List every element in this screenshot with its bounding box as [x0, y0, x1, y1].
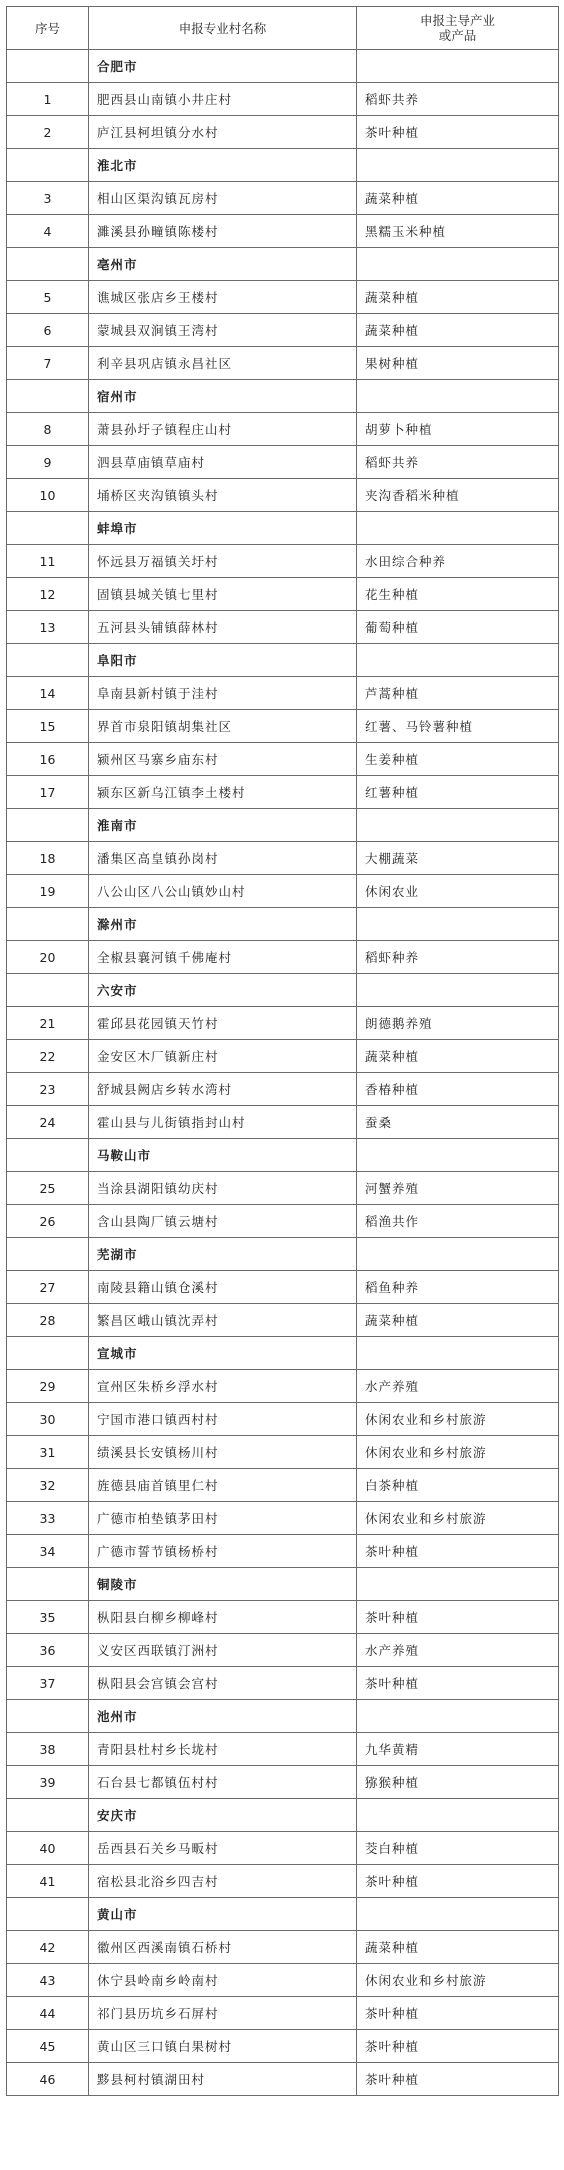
- village-name: 霍山县与儿街镇指封山村: [89, 1106, 357, 1139]
- industry-name: 红薯、马铃薯种植: [357, 710, 559, 743]
- city-row-blank-cell: [7, 1799, 89, 1832]
- village-list-table: [6, 6, 559, 2096]
- industry-name: 茶叶种植: [357, 1865, 559, 1898]
- industry-name: 茶叶种植: [357, 2063, 559, 2096]
- city-row-blank-cell: [357, 908, 559, 941]
- city-row-blank-cell: [357, 1337, 559, 1370]
- industry-name: 黑糯玉米种植: [357, 215, 559, 248]
- row-number: 13: [7, 611, 89, 644]
- village-name: 相山区渠沟镇瓦房村: [89, 182, 357, 215]
- village-name: 枞阳县白柳乡柳峰村: [89, 1601, 357, 1634]
- industry-name: 水产养殖: [357, 1634, 559, 1667]
- industry-name: 河蟹养殖: [357, 1172, 559, 1205]
- industry-name: 葡萄种植: [357, 611, 559, 644]
- city-row-blank-cell: [7, 1337, 89, 1370]
- row-number: 40: [7, 1832, 89, 1865]
- village-name: 八公山区八公山镇妙山村: [89, 875, 357, 908]
- industry-name: 休闲农业: [357, 875, 559, 908]
- city-row-blank-cell: [7, 809, 89, 842]
- city-row-blank-cell: [357, 50, 559, 83]
- row-number: 11: [7, 545, 89, 578]
- table-row: [7, 1370, 559, 1403]
- row-number: 15: [7, 710, 89, 743]
- city-row-blank-cell: [357, 1139, 559, 1172]
- city-row-blank-cell: [7, 1898, 89, 1931]
- village-name: 阜南县新村镇于洼村: [89, 677, 357, 710]
- village-name: 霍邱县花园镇天竹村: [89, 1007, 357, 1040]
- village-name: 萧县孙圩子镇程庄山村: [89, 413, 357, 446]
- table-row: [7, 842, 559, 875]
- village-name: 颍州区马寨乡庙东村: [89, 743, 357, 776]
- industry-name: 夹沟香稻米种植: [357, 479, 559, 512]
- city-name: 马鞍山市: [89, 1139, 357, 1172]
- industry-name: 稻鱼种养: [357, 1271, 559, 1304]
- row-number: 45: [7, 2030, 89, 2063]
- city-name: 蚌埠市: [89, 512, 357, 545]
- city-row-blank-cell: [357, 1700, 559, 1733]
- city-row-blank-cell: [7, 1139, 89, 1172]
- row-number: 32: [7, 1469, 89, 1502]
- city-row-blank-cell: [357, 248, 559, 281]
- village-name: 广德市柏垫镇茅田村: [89, 1502, 357, 1535]
- industry-name: 生姜种植: [357, 743, 559, 776]
- table-row: [7, 2030, 559, 2063]
- industry-name: 红薯种植: [357, 776, 559, 809]
- table-row: [7, 545, 559, 578]
- industry-name: 蔬菜种植: [357, 182, 559, 215]
- table-row: [7, 1964, 559, 1997]
- row-number: 1: [7, 83, 89, 116]
- city-row-blank-cell: [357, 1238, 559, 1271]
- city-name: 宣城市: [89, 1337, 357, 1370]
- table-row: [7, 875, 559, 908]
- city-row-blank-cell: [7, 908, 89, 941]
- village-name: 黄山区三口镇白果树村: [89, 2030, 357, 2063]
- city-name: 合肥市: [89, 50, 357, 83]
- table-row: [7, 1601, 559, 1634]
- village-name: 南陵县籍山镇仓溪村: [89, 1271, 357, 1304]
- industry-name: 茶叶种植: [357, 1667, 559, 1700]
- city-row-blank-cell: [7, 380, 89, 413]
- table-row: [7, 1733, 559, 1766]
- industry-name: 稻虾共养: [357, 83, 559, 116]
- city-group-row: [7, 248, 559, 281]
- row-number: 3: [7, 182, 89, 215]
- table-row: [7, 1271, 559, 1304]
- industry-name: 茶叶种植: [357, 1997, 559, 2030]
- industry-name: 香椿种植: [357, 1073, 559, 1106]
- village-name: 宿松县北浴乡四吉村: [89, 1865, 357, 1898]
- city-name: 宿州市: [89, 380, 357, 413]
- row-number: 46: [7, 2063, 89, 2096]
- table-row: [7, 1172, 559, 1205]
- table-row: [7, 1931, 559, 1964]
- industry-name: 蔬菜种植: [357, 1304, 559, 1337]
- industry-name: 果树种植: [357, 347, 559, 380]
- city-row-blank-cell: [7, 50, 89, 83]
- city-group-row: [7, 380, 559, 413]
- table-row: [7, 677, 559, 710]
- village-name: 祁门县历坑乡石屏村: [89, 1997, 357, 2030]
- village-name: 埇桥区夹沟镇镇头村: [89, 479, 357, 512]
- row-number: 41: [7, 1865, 89, 1898]
- row-number: 17: [7, 776, 89, 809]
- city-group-row: [7, 1700, 559, 1733]
- industry-name: 白茶种植: [357, 1469, 559, 1502]
- table-row: [7, 116, 559, 149]
- row-number: 31: [7, 1436, 89, 1469]
- table-row: [7, 1634, 559, 1667]
- village-name: 青阳县杜村乡长垅村: [89, 1733, 357, 1766]
- village-name: 旌德县庙首镇里仁村: [89, 1469, 357, 1502]
- row-number: 9: [7, 446, 89, 479]
- row-number: 28: [7, 1304, 89, 1337]
- table-row: [7, 578, 559, 611]
- industry-name: 大棚蔬菜: [357, 842, 559, 875]
- village-name: 宁国市港口镇西村村: [89, 1403, 357, 1436]
- row-number: 37: [7, 1667, 89, 1700]
- row-number: 34: [7, 1535, 89, 1568]
- table-row: [7, 446, 559, 479]
- row-number: 30: [7, 1403, 89, 1436]
- city-group-row: [7, 50, 559, 83]
- city-row-blank-cell: [7, 512, 89, 545]
- city-group-row: [7, 908, 559, 941]
- row-number: 33: [7, 1502, 89, 1535]
- table-row: [7, 611, 559, 644]
- village-name: 怀远县万福镇关圩村: [89, 545, 357, 578]
- village-name: 枞阳县会宫镇会宫村: [89, 1667, 357, 1700]
- table-row: [7, 1073, 559, 1106]
- city-row-blank-cell: [357, 512, 559, 545]
- industry-name: 蔬菜种植: [357, 281, 559, 314]
- industry-name: 蔬菜种植: [357, 1040, 559, 1073]
- city-group-row: [7, 1238, 559, 1271]
- city-group-row: [7, 512, 559, 545]
- city-row-blank-cell: [7, 248, 89, 281]
- header-industry-line1: 申报主导产业: [419, 13, 495, 28]
- table-row: [7, 1469, 559, 1502]
- village-name: 潘集区高皇镇孙岗村: [89, 842, 357, 875]
- row-number: 20: [7, 941, 89, 974]
- table-header-row: [7, 7, 559, 50]
- table-row: [7, 1832, 559, 1865]
- city-row-blank-cell: [7, 1238, 89, 1271]
- row-number: 18: [7, 842, 89, 875]
- city-row-blank-cell: [7, 1568, 89, 1601]
- table-row: [7, 347, 559, 380]
- village-name: 含山县陶厂镇云塘村: [89, 1205, 357, 1238]
- city-row-blank-cell: [7, 1700, 89, 1733]
- village-name: 五河县头铺镇薛林村: [89, 611, 357, 644]
- table-row: [7, 314, 559, 347]
- city-group-row: [7, 1898, 559, 1931]
- industry-name: 茶叶种植: [357, 2030, 559, 2063]
- row-number: 24: [7, 1106, 89, 1139]
- row-number: 6: [7, 314, 89, 347]
- row-number: 23: [7, 1073, 89, 1106]
- industry-name: 茭白种植: [357, 1832, 559, 1865]
- village-name: 固镇县城关镇七里村: [89, 578, 357, 611]
- table-row: [7, 1436, 559, 1469]
- city-group-row: [7, 1139, 559, 1172]
- city-name: 淮北市: [89, 149, 357, 182]
- city-group-row: [7, 974, 559, 1007]
- city-row-blank-cell: [357, 809, 559, 842]
- row-number: 43: [7, 1964, 89, 1997]
- village-name: 宣州区朱桥乡浮水村: [89, 1370, 357, 1403]
- industry-name: 休闲农业和乡村旅游: [357, 1403, 559, 1436]
- row-number: 12: [7, 578, 89, 611]
- table-row: [7, 1667, 559, 1700]
- village-name: 濉溪县孙疃镇陈楼村: [89, 215, 357, 248]
- table-row: [7, 776, 559, 809]
- industry-name: 九华黄精: [357, 1733, 559, 1766]
- city-row-blank-cell: [357, 1799, 559, 1832]
- city-name: 安庆市: [89, 1799, 357, 1832]
- industry-name: 猕猴种植: [357, 1766, 559, 1799]
- city-row-blank-cell: [357, 1568, 559, 1601]
- row-number: 35: [7, 1601, 89, 1634]
- village-name: 金安区木厂镇新庄村: [89, 1040, 357, 1073]
- village-name: 绩溪县长安镇杨川村: [89, 1436, 357, 1469]
- table-row: [7, 1997, 559, 2030]
- city-row-blank-cell: [357, 644, 559, 677]
- header-village-name: 申报专业村名称: [89, 7, 357, 50]
- table-row: [7, 1007, 559, 1040]
- industry-name: 茶叶种植: [357, 116, 559, 149]
- city-name: 芜湖市: [89, 1238, 357, 1271]
- village-name: 广德市誓节镇杨桥村: [89, 1535, 357, 1568]
- village-name: 徽州区西溪南镇石桥村: [89, 1931, 357, 1964]
- table-row: [7, 941, 559, 974]
- village-name: 当涂县湖阳镇幼庆村: [89, 1172, 357, 1205]
- city-name: 铜陵市: [89, 1568, 357, 1601]
- village-name: 岳西县石关乡马畈村: [89, 1832, 357, 1865]
- industry-name: 茶叶种植: [357, 1535, 559, 1568]
- row-number: 7: [7, 347, 89, 380]
- city-row-blank-cell: [357, 974, 559, 1007]
- city-name: 池州市: [89, 1700, 357, 1733]
- village-name: 繁昌区峨山镇沈弄村: [89, 1304, 357, 1337]
- row-number: 25: [7, 1172, 89, 1205]
- city-name: 黄山市: [89, 1898, 357, 1931]
- row-number: 22: [7, 1040, 89, 1073]
- village-name: 全椒县襄河镇千佛庵村: [89, 941, 357, 974]
- row-number: 36: [7, 1634, 89, 1667]
- village-name: 界首市泉阳镇胡集社区: [89, 710, 357, 743]
- city-row-blank-cell: [357, 380, 559, 413]
- table-row: [7, 1106, 559, 1139]
- city-group-row: [7, 809, 559, 842]
- row-number: 29: [7, 1370, 89, 1403]
- industry-name: 休闲农业和乡村旅游: [357, 1502, 559, 1535]
- industry-name: 朗德鹅养殖: [357, 1007, 559, 1040]
- city-row-blank-cell: [7, 149, 89, 182]
- village-name: 肥西县山南镇小井庄村: [89, 83, 357, 116]
- village-name: 蒙城县双涧镇王湾村: [89, 314, 357, 347]
- table-row: [7, 710, 559, 743]
- table-row: [7, 1535, 559, 1568]
- row-number: 21: [7, 1007, 89, 1040]
- table-body: [7, 50, 559, 2096]
- row-number: 5: [7, 281, 89, 314]
- city-group-row: [7, 1568, 559, 1601]
- row-number: 44: [7, 1997, 89, 2030]
- table-row: [7, 743, 559, 776]
- row-number: 4: [7, 215, 89, 248]
- row-number: 42: [7, 1931, 89, 1964]
- industry-name: 胡萝卜种植: [357, 413, 559, 446]
- industry-name: 蔬菜种植: [357, 314, 559, 347]
- table-row: [7, 1040, 559, 1073]
- industry-name: 芦蒿种植: [357, 677, 559, 710]
- table-row: [7, 2063, 559, 2096]
- row-number: 27: [7, 1271, 89, 1304]
- industry-name: 水田综合种养: [357, 545, 559, 578]
- village-name: 义安区西联镇汀洲村: [89, 1634, 357, 1667]
- industry-name: 蔬菜种植: [357, 1931, 559, 1964]
- row-number: 19: [7, 875, 89, 908]
- village-name: 泗县草庙镇草庙村: [89, 446, 357, 479]
- row-number: 39: [7, 1766, 89, 1799]
- header-industry: [357, 7, 559, 50]
- village-name: 舒城县阙店乡转水湾村: [89, 1073, 357, 1106]
- row-number: 10: [7, 479, 89, 512]
- industry-name: 休闲农业和乡村旅游: [357, 1436, 559, 1469]
- row-number: 14: [7, 677, 89, 710]
- table-row: [7, 1205, 559, 1238]
- row-number: 26: [7, 1205, 89, 1238]
- table-row: [7, 215, 559, 248]
- village-name: 石台县七都镇伍村村: [89, 1766, 357, 1799]
- village-name: 利辛县巩店镇永昌社区: [89, 347, 357, 380]
- city-row-blank-cell: [7, 974, 89, 1007]
- city-group-row: [7, 1799, 559, 1832]
- industry-name: 茶叶种植: [357, 1601, 559, 1634]
- table-row: [7, 1304, 559, 1337]
- city-row-blank-cell: [7, 644, 89, 677]
- city-name: 阜阳市: [89, 644, 357, 677]
- industry-name: 水产养殖: [357, 1370, 559, 1403]
- table-row: [7, 83, 559, 116]
- industry-name: 花生种植: [357, 578, 559, 611]
- table-row: [7, 281, 559, 314]
- city-group-row: [7, 149, 559, 182]
- industry-name: 休闲农业和乡村旅游: [357, 1964, 559, 1997]
- industry-name: 稻虾共养: [357, 446, 559, 479]
- table-row: [7, 1766, 559, 1799]
- industry-name: 稻虾种养: [357, 941, 559, 974]
- row-number: 16: [7, 743, 89, 776]
- row-number: 8: [7, 413, 89, 446]
- table-row: [7, 182, 559, 215]
- city-name: 亳州市: [89, 248, 357, 281]
- city-row-blank-cell: [357, 149, 559, 182]
- village-name: 颍东区新乌江镇李土楼村: [89, 776, 357, 809]
- city-group-row: [7, 1337, 559, 1370]
- city-group-row: [7, 644, 559, 677]
- city-row-blank-cell: [357, 1898, 559, 1931]
- header-serial-number: 序号: [7, 7, 89, 50]
- table-row: [7, 413, 559, 446]
- village-name: 黟县柯村镇湖田村: [89, 2063, 357, 2096]
- table-row: [7, 1502, 559, 1535]
- industry-name: 稻渔共作: [357, 1205, 559, 1238]
- city-name: 淮南市: [89, 809, 357, 842]
- city-name: 滁州市: [89, 908, 357, 941]
- village-name: 休宁县岭南乡岭南村: [89, 1964, 357, 1997]
- village-name: 庐江县柯坦镇分水村: [89, 116, 357, 149]
- row-number: 38: [7, 1733, 89, 1766]
- row-number: 2: [7, 116, 89, 149]
- header-industry-line2: 或产品: [438, 28, 477, 43]
- industry-name: 蚕桑: [357, 1106, 559, 1139]
- village-name: 谯城区张店乡王楼村: [89, 281, 357, 314]
- city-name: 六安市: [89, 974, 357, 1007]
- table-row: [7, 479, 559, 512]
- table-row: [7, 1403, 559, 1436]
- table-row: [7, 1865, 559, 1898]
